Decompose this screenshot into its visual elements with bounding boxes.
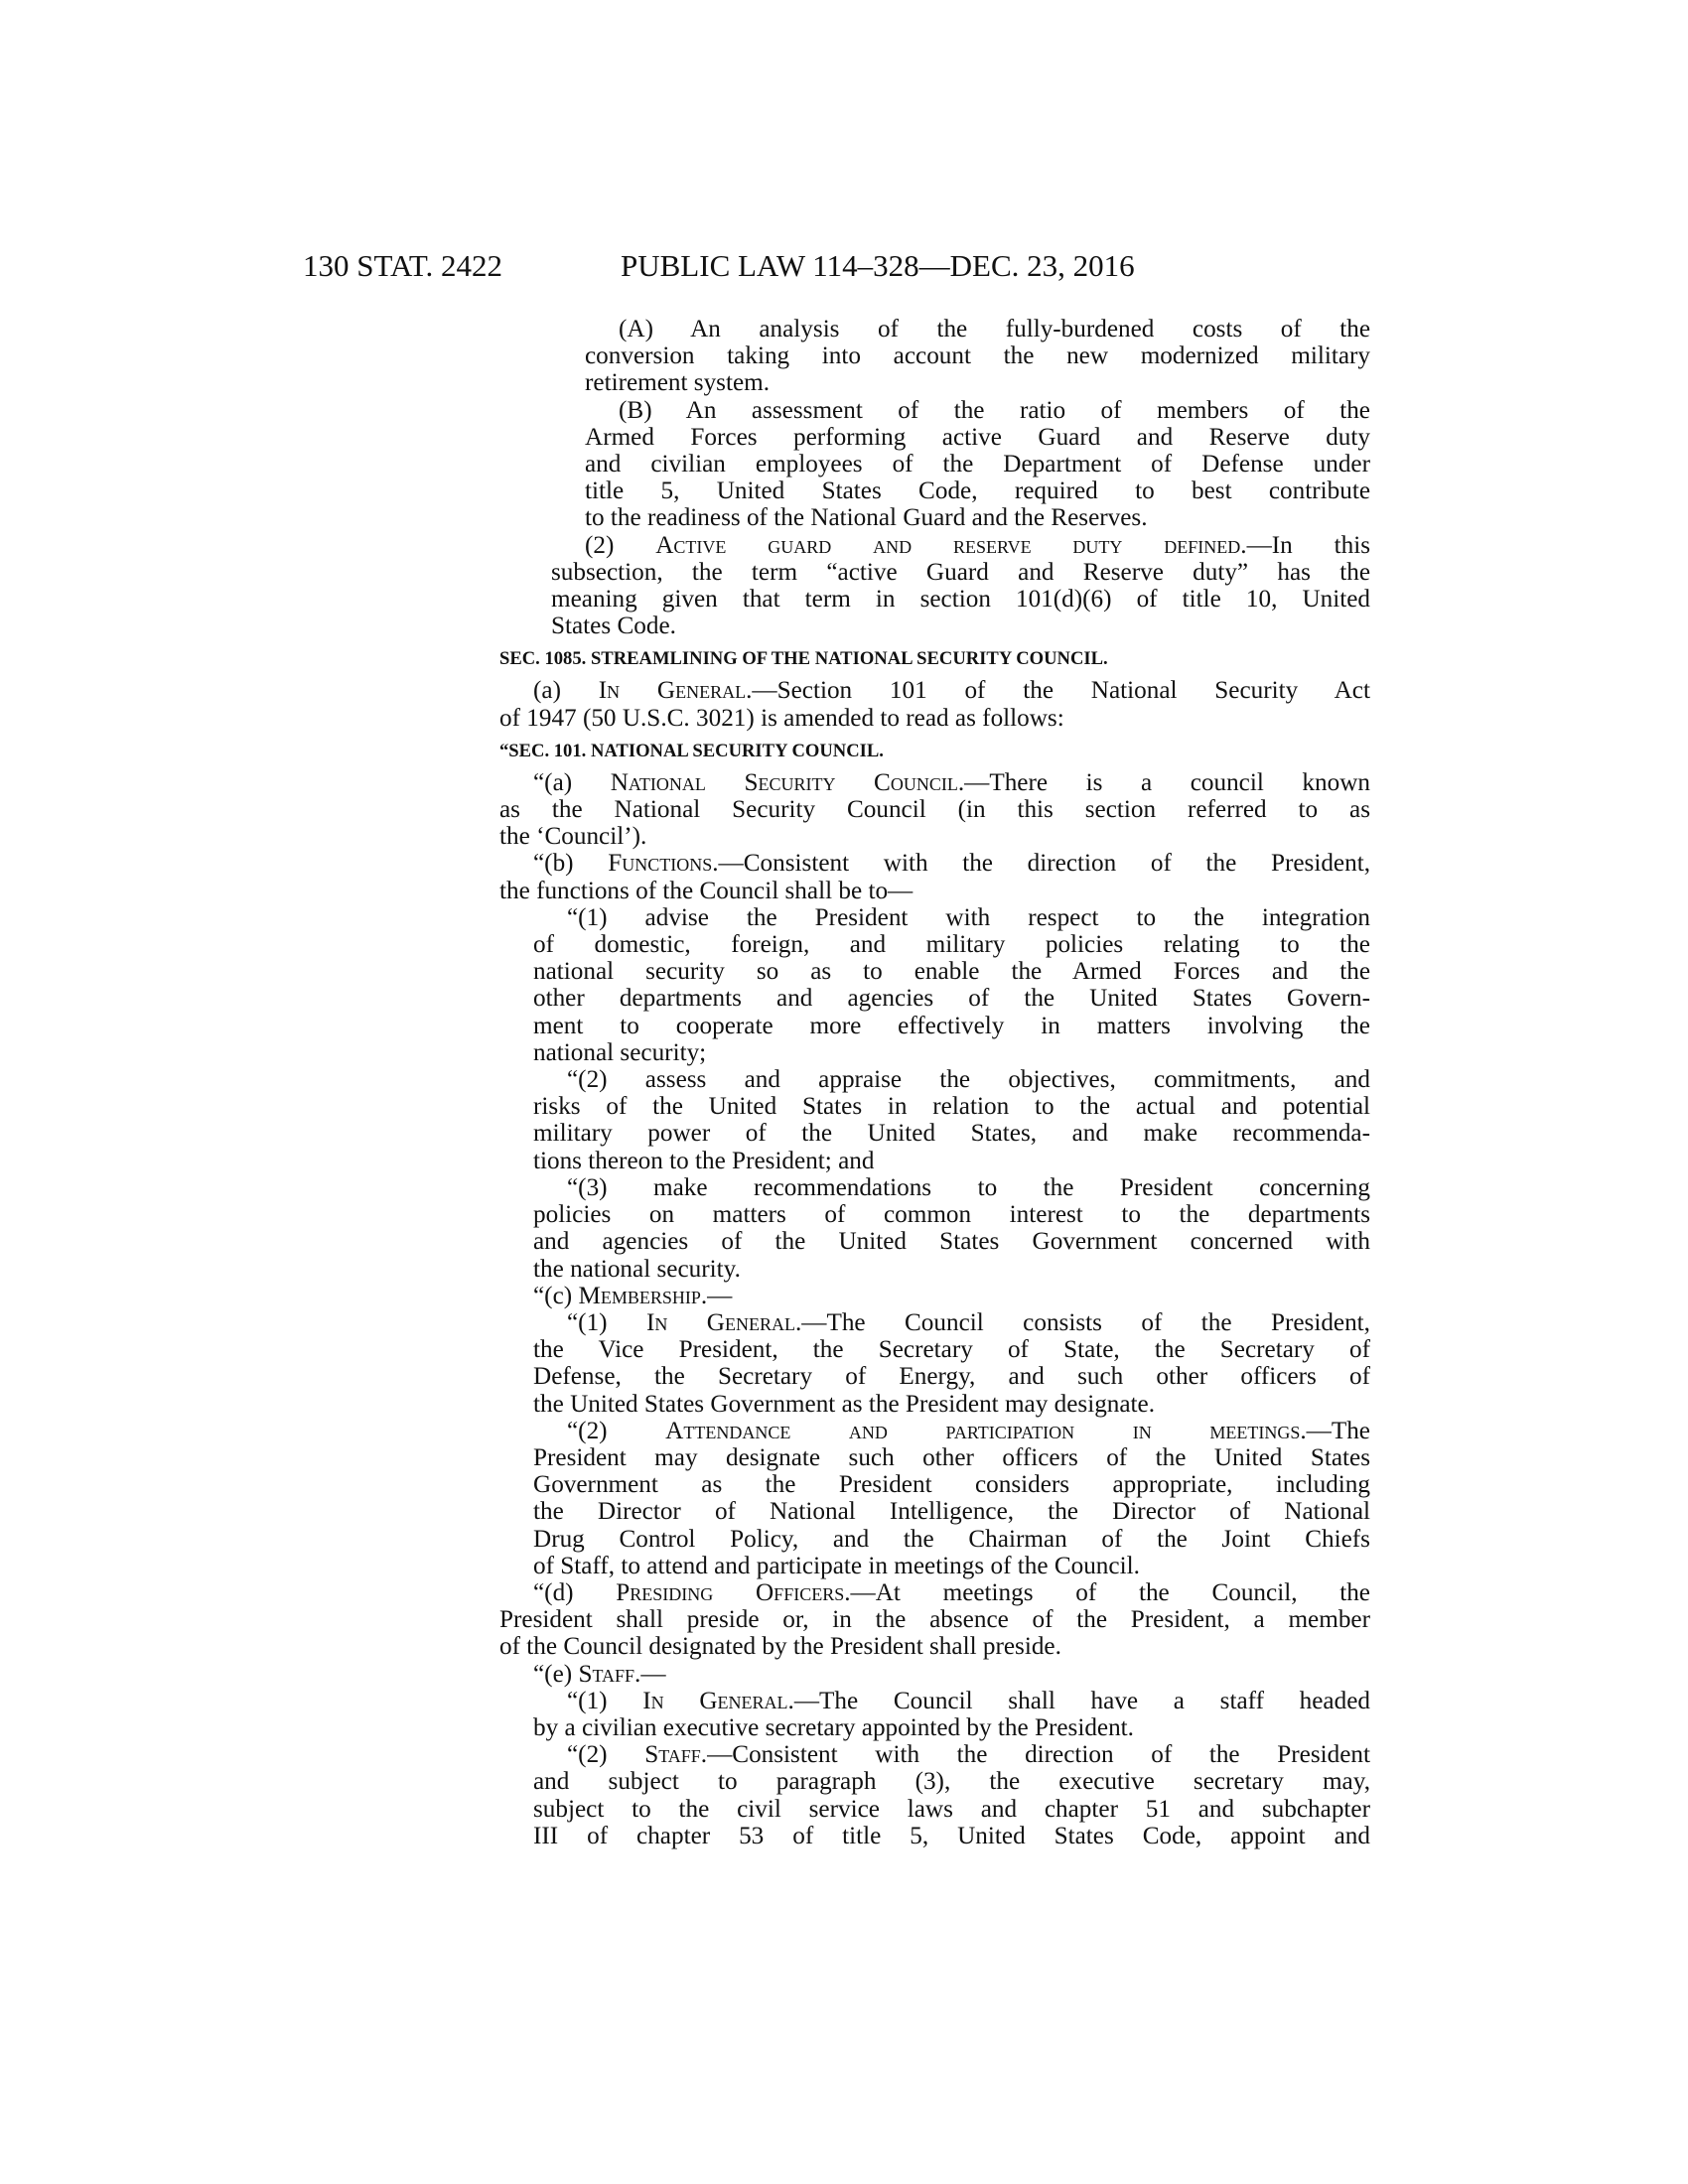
paragraph-caption: Membership. [578,1282,708,1309]
text-line: military power of the United States, and make recommenda- [533,1120,1370,1148]
text-line [533,1418,1370,1444]
text-line: and agencies of the United States Government concerned with [533,1228,1370,1256]
text-line: of domestic, foreign, and military policies relating to the [533,931,1370,959]
text-line: other departments and agencies of the United States Govern- [533,985,1370,1013]
text-line [499,1283,1370,1309]
paragraph-number: (2) [585,531,656,559]
text-line [533,1688,1370,1714]
paragraph-2-assess [499,1066,1370,1174]
text-line [499,769,1370,796]
text-line: Drug Control Policy, and the Chairman of the Joint Chiefs [533,1525,1370,1553]
paragraph-caption: Presiding Officers. [616,1578,851,1606]
paragraph-number: “(b) [533,850,609,878]
text-line: meaning given that term in section 101(d)(6) of title 10, United [551,586,1370,614]
text-line: “(2) assess and appraise the objectives, commitments, and [567,1066,1370,1094]
text-line: and civilian employees of the Department of Defense under [585,451,1370,478]
text-line: (B) An assessment of the ratio of members of the [619,396,1370,424]
paragraph-3-recommendations [499,1174,1370,1283]
paragraph-caption: Staff. [578,1660,641,1688]
text-line: Defense, the Secretary of Energy, and such other officers of [533,1363,1370,1391]
paragraph-number: “(e) [533,1660,579,1688]
text-line: of the Council designated by the President shall preside. [499,1633,1061,1661]
paragraph-number: (a) [533,677,599,705]
text-line: to the readiness of the National Guard and the Reserves. [585,504,1148,532]
paragraph-caption: Active guard and reserve duty defined. [655,531,1247,559]
paragraph-caption: National Security Council. [610,768,965,796]
paragraph-caption: In General. [642,1687,794,1714]
text-line: title 5, United States Code, required to best contribute [585,478,1370,505]
running-head [303,246,1370,286]
text-line [499,677,1370,704]
paragraph-number: “(d) [533,1578,617,1606]
text-fragment: —At meetings of the Council, the [850,1578,1370,1606]
paragraph-caption: In General. [645,1308,802,1336]
text-line: as the National Security Council (in this section referred to as [499,796,1370,824]
text-line: President may designate such other officers of the United States [533,1443,1370,1471]
public-law-citation: PUBLIC LAW 114–328—DEC. 23, 2016 [621,248,1135,283]
paragraph-1-membership-in-general [499,1309,1370,1418]
text-line: the national security. [533,1255,741,1283]
text-line: of Staff, to attend and participate in meetings of the Council. [533,1552,1140,1579]
paragraph-number: “(1) [567,1687,643,1714]
paragraph-2-attendance [499,1418,1370,1579]
subsection-a-national-security-council [499,769,1370,851]
text-line [499,1579,1370,1606]
paragraph-caption: Functions. [608,850,719,878]
text-fragment: — [640,1660,666,1688]
text-fragment: —Consistent with the direction of the President [707,1741,1370,1769]
text-line: conversion taking into account the new modernized military [585,342,1370,370]
text-line: the Director of National Intelligence, the Director of National [533,1498,1370,1526]
text-line: risks of the United States in relation to the actual and potential [533,1093,1370,1121]
text-line: the Vice President, the Secretary of State, the Secretary of [533,1336,1370,1364]
text-fragment: —In this [1246,531,1371,559]
paragraph-caption: Attendance and participation in meetings. [665,1417,1307,1444]
body-text [499,316,1370,1849]
text-line: subject to the civil service laws and chapter 51 and subchapter [533,1795,1370,1823]
text-line: tions thereon to the President; and [533,1147,875,1174]
text-fragment: —Section 101 of the National Security Act [752,677,1370,705]
text-line: ment to cooperate more effectively in matters involving the [533,1012,1370,1039]
subsection-e-staff [499,1661,1370,1688]
text-line: the functions of the Council shall be to— [499,877,914,904]
text-line: States Code. [551,613,676,640]
paragraph-caption: Staff. [644,1741,708,1769]
text-fragment: —The Council shall have a staff headed [793,1687,1370,1714]
text-line: “(3) make recommendations to the President concerning [567,1173,1370,1201]
text-line: policies on matters of common interest to the departments [533,1201,1370,1229]
text-line [533,1741,1370,1768]
text-line: the United States Government as the President may designate. [533,1390,1156,1418]
subsection-b-functions [499,850,1370,903]
text-line: of 1947 (50 U.S.C. 3021) is amended to read as follows: [499,704,1064,732]
text-line: “(1) advise the President with respect to the integration [567,903,1370,931]
subsection-c-membership [499,1283,1370,1309]
text-line: (A) An analysis of the fully-burdened costs of the [619,316,1370,342]
paragraph-2-active-guard-definition [499,532,1370,640]
text-fragment: —The Council consists of the President, [801,1308,1370,1336]
text-line: Armed Forces performing active Guard and Reserve duty [585,423,1370,451]
paragraph-1-staff-in-general [499,1688,1370,1741]
text-line: III of chapter 53 of title 5, United States Code, appoint and [533,1822,1370,1849]
text-line: national security; [533,1038,707,1066]
text-fragment: — [707,1282,733,1309]
text-fragment: —The [1306,1417,1370,1444]
paragraph-number: “(a) [533,768,611,796]
paragraph-2-staff [499,1741,1370,1849]
text-fragment: —Consistent with the direction of the President, [718,850,1370,878]
text-line: retirement system. [585,369,771,397]
text-line [499,850,1370,877]
text-line: the ‘Council’). [499,823,647,851]
paragraph-number: “(2) [567,1741,645,1769]
subsection-d-presiding-officers [499,1579,1370,1661]
section-1085-heading: SEC. 1085. STREAMLINING OF THE NATIONAL SECURITY COUNCIL. [499,648,1108,670]
text-line: subsection, the term “active Guard and Reserve duty” has the [551,558,1370,586]
text-fragment: —There is a council known [964,768,1370,796]
text-line: President shall preside or, in the absence of the President, a member [499,1606,1370,1634]
paragraph-number: “(1) [567,1308,646,1336]
statute-citation: 130 STAT. 2422 [303,248,503,283]
text-line: national security so as to enable the Armed Forces and the [533,958,1370,986]
paragraph-caption: In General. [598,677,753,705]
section-101-heading: “SEC. 101. NATIONAL SECURITY COUNCIL. [499,740,884,761]
paragraph-b-assessment [499,397,1370,532]
text-line: by a civilian executive secretary appointed by the President. [533,1713,1134,1741]
paragraph-number: “(c) [533,1282,579,1309]
paragraph-1-advise [499,904,1370,1066]
text-line [533,1309,1370,1336]
subsection-a-in-general [499,677,1370,731]
text-line [499,1661,1370,1688]
text-line [551,532,1370,559]
text-line: Government as the President considers appropriate, including [533,1471,1370,1499]
text-line: and subject to paragraph (3), the executive secretary may, [533,1768,1370,1796]
paragraph-a-analysis [499,316,1370,397]
paragraph-number: “(2) [567,1417,666,1444]
